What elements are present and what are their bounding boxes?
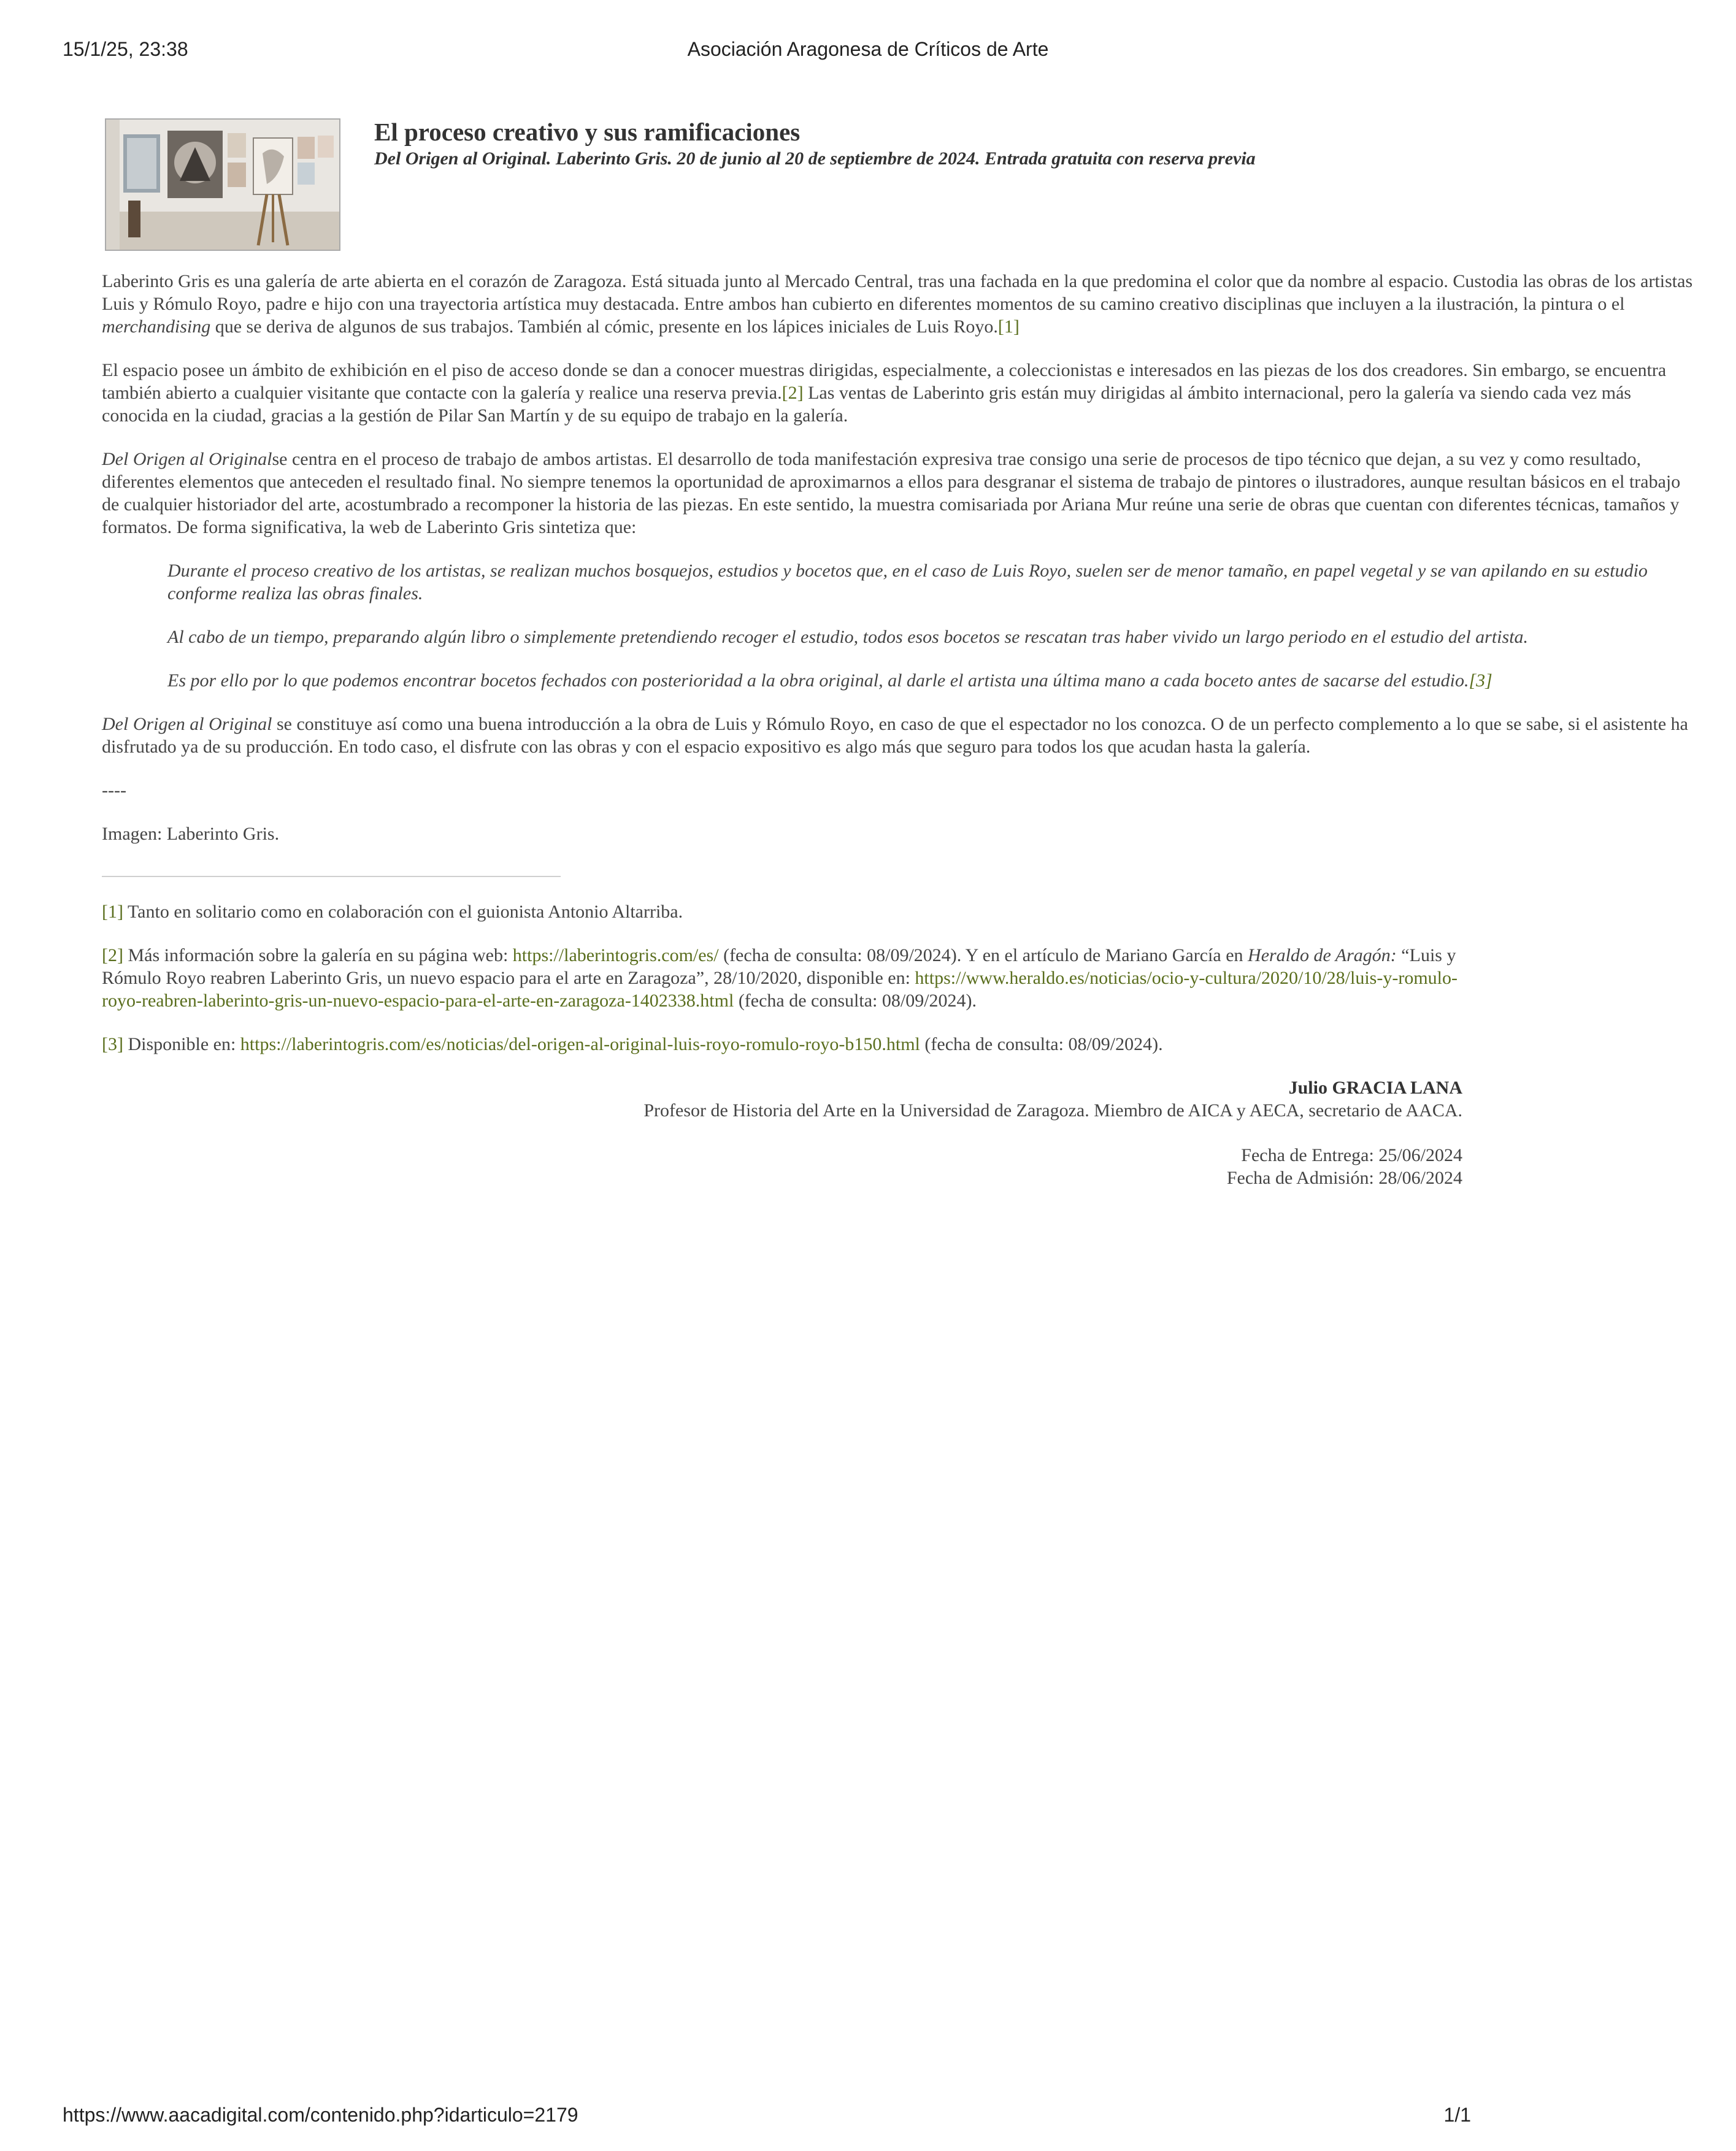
footnote-3-text-b: (fecha de consulta: 08/09/2024). bbox=[920, 1034, 1163, 1054]
footnote-1 bbox=[102, 900, 1462, 923]
footnote-ref-3[interactable]: [3] bbox=[1469, 670, 1492, 691]
print-site-title: Asociación Aragonesa de Críticos de Arte bbox=[687, 38, 1049, 60]
paragraph-4-emphasis: Del Origen al Original bbox=[102, 714, 272, 734]
article-title: El proceso creativo y sus ramificaciones bbox=[374, 118, 801, 146]
footnote-1-backref[interactable]: [1] bbox=[102, 902, 123, 922]
print-url: https://www.aacadigital.com/contenido.php?idarticulo=2179 bbox=[63, 2104, 578, 2126]
print-datetime: 15/1/25, 23:38 bbox=[63, 38, 188, 60]
paragraph-2-text-a: El espacio posee un ámbito de exhibición en el piso de acceso donde se dan a conocer muestras dirigidas, especialmente, a coleccionistas e interesados en las piezas de los dos creadores. Sin embargo, se encuentra también abierto a cualquier visitante que contacte con la galería y realice una reserva previa. bbox=[102, 360, 1667, 403]
author-name: Julio GRACIA LANA bbox=[1288, 1078, 1462, 1098]
heraldo-link[interactable]: https://www.heraldo.es/noticias/ocio-y-cultura/2020/10/28/luis-y-romulo-royo-reabren-laberinto-gris-un-nuevo-espacio-para-el-arte-en-zaragoza-1402338.html bbox=[102, 968, 1458, 1011]
article bbox=[102, 117, 1697, 1189]
article-header bbox=[102, 117, 1697, 270]
content-clip bbox=[102, 117, 1693, 1405]
paragraph-3-emphasis: Del Origen al Original bbox=[102, 449, 272, 469]
gallery-photo bbox=[105, 118, 340, 251]
admission-date: Fecha de Admisión: 28/06/2024 bbox=[1226, 1168, 1462, 1188]
author-role: Profesor de Historia del Arte en la Universidad de Zaragoza. Miembro de AICA y AECA, secretario de AACA. bbox=[643, 1100, 1462, 1121]
image-credit: Imagen: Laberinto Gris. bbox=[102, 824, 280, 844]
footnote-3-text-a: Disponible en: bbox=[123, 1034, 240, 1054]
footnote-ref-1[interactable]: [1] bbox=[997, 316, 1020, 337]
footnote-2-backref[interactable]: [2] bbox=[102, 945, 123, 965]
quote-paragraph-2: Al cabo de un tiempo, preparando algún libro o simplemente pretendiendo recoger el estudio, todos esos bocetos se rescatan tras haber vivido un largo periodo en el estudio del artista. bbox=[167, 627, 1529, 647]
paragraph-1-text-b: que se deriva de algunos de sus trabajos. También al cómic, presente en los lápices iniciales de Luis Royo. bbox=[210, 316, 998, 337]
footnote-2-text-d: (fecha de consulta: 08/09/2024). bbox=[734, 991, 977, 1011]
footnote-ref-2[interactable]: [2] bbox=[782, 383, 804, 403]
print-footer bbox=[0, 2104, 1520, 2131]
paragraph-3-text: se centra en el proceso de trabajo de ambos artistas. El desarrollo de toda manifestación expresiva trae consigo una serie de procesos de tipo técnico que dejan, a su vez y como resultado, diferentes elementos que anteceden el resultado final. No siempre tenemos la oportunidad de aproximarnos a ellos para desgranar el sistema de trabajo de pintores o ilustradores, aunque resultan básicos en el trabajo de cualquier historiador del arte, acostumbrado a recomponer la historia de las piezas. En este sentido, la muestra comisariada por Ariana Mur reúne una serie de obras que cuentan con diferentes técnicas, tamaños y formatos. De forma significativa, la web de Laberinto Gris sintetiza que: bbox=[102, 449, 1681, 537]
footnote-2-text-a: Más información sobre la galería en su página web: bbox=[123, 945, 513, 965]
paragraph-1 bbox=[102, 270, 1697, 338]
quote-paragraph-3 bbox=[167, 669, 1697, 692]
laberintogris-link[interactable]: https://laberintogris.com/es/ bbox=[512, 945, 719, 965]
signature-block bbox=[102, 1076, 1462, 1189]
paragraph-3 bbox=[102, 448, 1697, 539]
exhibition-news-link[interactable]: https://laberintogris.com/es/noticias/del-origen-al-original-luis-royo-romulo-royo-b150.html bbox=[240, 1034, 920, 1054]
print-page-number: 1/1 bbox=[1443, 2104, 1471, 2126]
footnote-2-text-b: (fecha de consulta: 08/09/2024). Y en el artículo de Mariano García en bbox=[718, 945, 1248, 965]
paragraph-1-emphasis: merchandising bbox=[102, 316, 211, 337]
delivery-date: Fecha de Entrega: 25/06/2024 bbox=[1241, 1145, 1462, 1165]
paragraph-4-text: se constituye así como una buena introducción a la obra de Luis y Rómulo Royo, en caso de que el espectador no los conozca. O de un perfecto complemento a lo que se sabe, si el asistente ha disfrutado ya de su producción. En todo caso, el disfrute con las obras y con el espacio expositivo es algo más que seguro para todos los que acudan hasta la galería. bbox=[102, 714, 1688, 757]
quote-paragraph-3-text: Es por ello por lo que podemos encontrar bocetos fechados con posterioridad a la obra original, al darle el artista una última mano a cada boceto antes de sacarse del estudio. bbox=[167, 670, 1469, 691]
dashes: ---- bbox=[102, 780, 126, 800]
paragraph-1-text-a: Laberinto Gris es una galería de arte abierta en el corazón de Zaragoza. Está situada junto al Mercado Central, tras una fachada en la que predomina el color que da nombre al espacio. Custodia las obras de los artistas Luis y Rómulo Royo, padre e hijo con una trayectoria artística muy destacada. Entre ambos han cubierto en diferentes momentos de su camino creativo disciplinas que incluyen a la ilustración, la pintura o el bbox=[102, 271, 1693, 314]
article-subtitle: Del Origen al Original. Laberinto Gris. 20 de junio al 20 de septiembre de 2024. Entrada gratuita con reserva previa bbox=[374, 148, 1256, 169]
footnotes-separator bbox=[102, 876, 561, 877]
print-header bbox=[0, 38, 1520, 65]
footnote-2-text-c: “Luis y Rómulo Royo reabren Laberinto Gris, un nuevo espacio para el arte en Zaragoza”, 28/10/2020, disponible en: bbox=[102, 945, 1456, 988]
paragraph-2-text-b: Las ventas de Laberinto gris están muy dirigidas al ámbito internacional, pero la galería va siendo cada vez más conocida en la ciudad, gracias a la gestión de Pilar San Martín y de su equipo de trabajo en la galería. bbox=[102, 383, 1632, 426]
paragraph-2 bbox=[102, 359, 1697, 427]
footnote-3 bbox=[102, 1033, 1462, 1056]
footnote-2 bbox=[102, 944, 1462, 1012]
footnote-3-backref[interactable]: [3] bbox=[102, 1034, 123, 1054]
gallery-photo-illustration bbox=[106, 120, 339, 250]
footnote-2-emphasis: Heraldo de Aragón: bbox=[1248, 945, 1397, 965]
paragraph-4 bbox=[102, 713, 1697, 758]
footnote-1-text: Tanto en solitario como en colaboración con el guionista Antonio Altarriba. bbox=[123, 902, 683, 922]
quote-paragraph-1: Durante el proceso creativo de los artistas, se realizan muchos bosquejos, estudios y bocetos que, en el caso de Luis Royo, suelen ser de menor tamaño, en papel vegetal y se van apilando en su estudio conforme realiza las obras finales. bbox=[167, 561, 1648, 604]
blockquote bbox=[167, 559, 1697, 692]
